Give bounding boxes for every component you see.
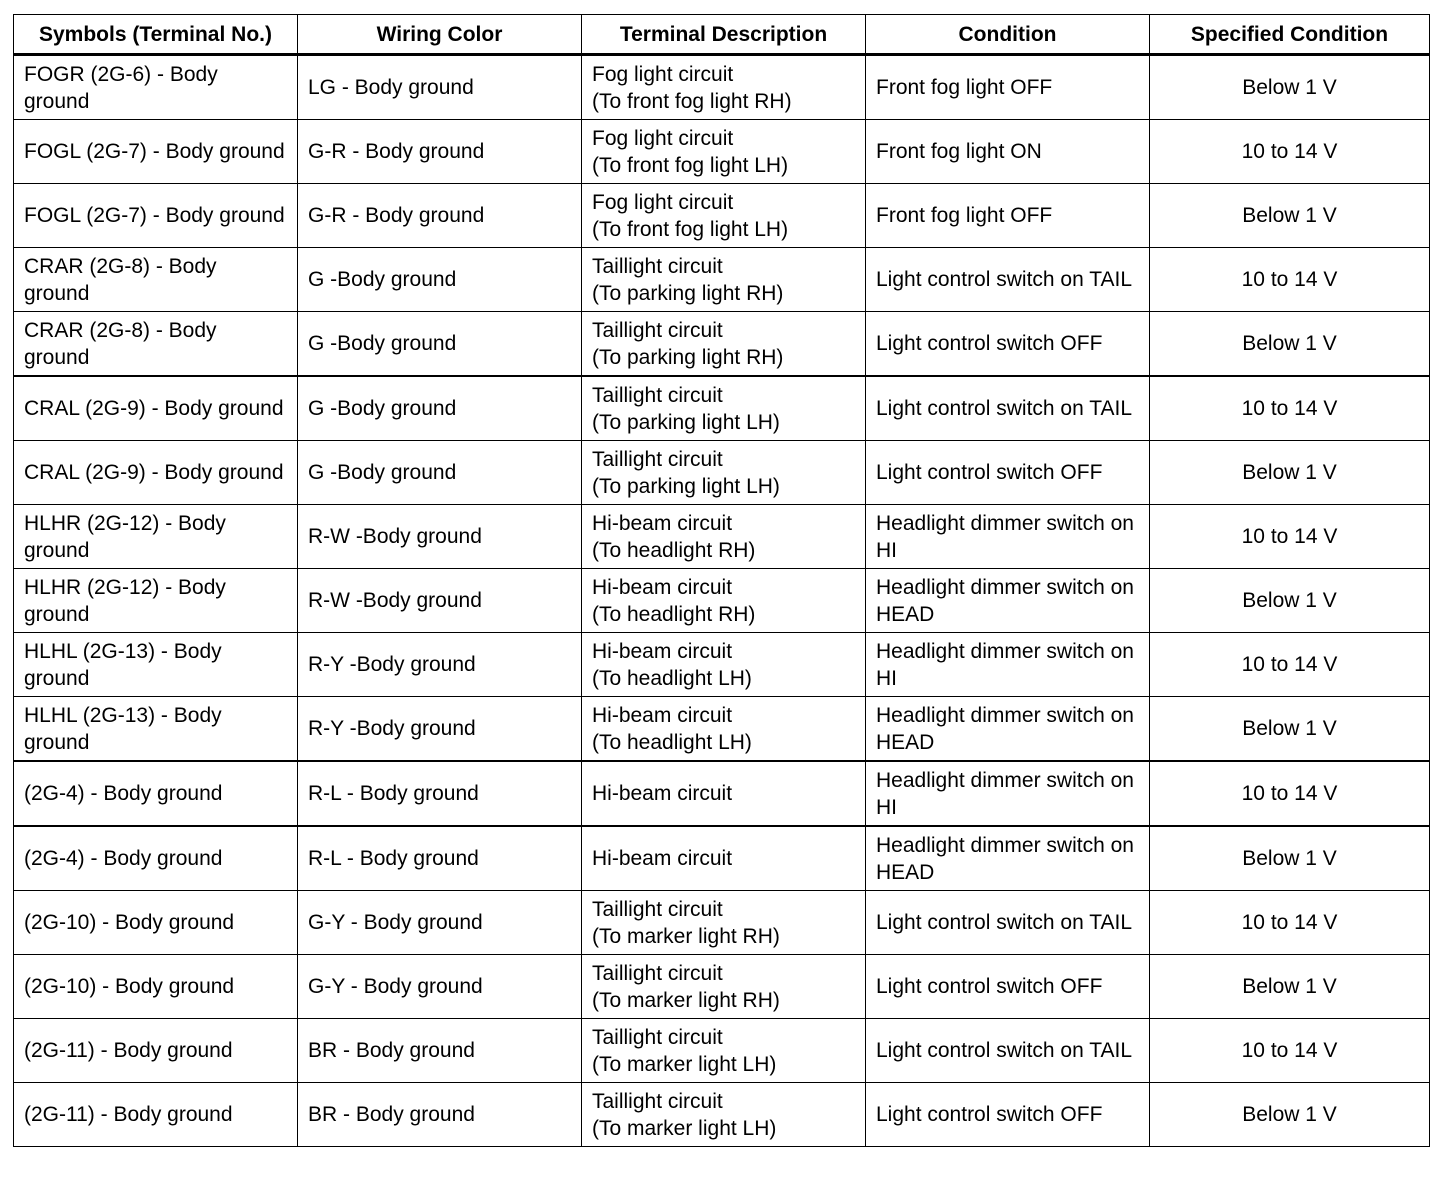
header-condition: Condition — [866, 15, 1150, 55]
table-row — [14, 697, 1430, 762]
description-line: Hi-beam circuit — [592, 847, 733, 870]
description-line: Hi-beam circuit — [592, 703, 733, 727]
spec-cell: Below 1 V — [1150, 569, 1430, 633]
symbol-cell: FOGL (2G-7) - Body ground — [14, 120, 298, 184]
description-line: Hi-beam circuit — [592, 639, 733, 663]
description-line: Hi-beam circuit — [592, 511, 733, 535]
description-line: Hi-beam circuit — [592, 782, 733, 805]
condition-cell: Front fog light OFF — [866, 184, 1150, 248]
wiring-cell: G -Body ground — [298, 376, 582, 441]
symbol-cell: (2G-10) - Body ground — [14, 955, 298, 1019]
table-row — [14, 955, 1430, 1019]
wiring-cell: R-L - Body ground — [298, 826, 582, 891]
description-line: (To marker light RH) — [592, 988, 780, 1012]
condition-cell: Light control switch on TAIL — [866, 1019, 1150, 1083]
description-cell — [582, 891, 866, 955]
symbol-cell: HLHL (2G-13) - Body ground — [14, 633, 298, 697]
table-row — [14, 569, 1430, 633]
condition-cell: Front fog light ON — [866, 120, 1150, 184]
spec-cell: Below 1 V — [1150, 955, 1430, 1019]
wiring-cell: BR - Body ground — [298, 1019, 582, 1083]
wiring-cell: R-W -Body ground — [298, 505, 582, 569]
wiring-cell: R-Y -Body ground — [298, 633, 582, 697]
description-line: (To marker light LH) — [592, 1116, 777, 1140]
description-cell — [582, 120, 866, 184]
condition-cell: Light control switch OFF — [866, 955, 1150, 1019]
description-line: Fog light circuit — [592, 190, 734, 214]
condition-cell: Light control switch OFF — [866, 1083, 1150, 1147]
symbol-cell: (2G-11) - Body ground — [14, 1083, 298, 1147]
description-line: Taillight circuit — [592, 447, 723, 471]
description-line: (To front fog light LH) — [592, 153, 789, 177]
condition-cell: Headlight dimmer switch on HEAD — [866, 569, 1150, 633]
spec-cell: 10 to 14 V — [1150, 120, 1430, 184]
symbol-cell: CRAR (2G-8) - Body ground — [14, 248, 298, 312]
table-row — [14, 248, 1430, 312]
wiring-cell: G -Body ground — [298, 248, 582, 312]
description-cell — [582, 1083, 866, 1147]
symbol-cell: (2G-11) - Body ground — [14, 1019, 298, 1083]
symbol-cell: (2G-4) - Body ground — [14, 761, 298, 826]
header-specified-condition: Specified Condition — [1150, 15, 1430, 55]
description-line: Taillight circuit — [592, 1089, 723, 1113]
condition-cell: Front fog light OFF — [866, 55, 1150, 120]
wiring-cell: R-Y -Body ground — [298, 697, 582, 762]
description-line: (To parking light LH) — [592, 410, 780, 434]
symbol-cell: FOGL (2G-7) - Body ground — [14, 184, 298, 248]
table-row — [14, 891, 1430, 955]
condition-cell: Light control switch on TAIL — [866, 248, 1150, 312]
spec-cell: Below 1 V — [1150, 55, 1430, 120]
table-row — [14, 312, 1430, 377]
symbol-cell: CRAL (2G-9) - Body ground — [14, 441, 298, 505]
condition-cell: Headlight dimmer switch on HEAD — [866, 826, 1150, 891]
table-row — [14, 376, 1430, 441]
symbol-cell: HLHR (2G-12) - Body ground — [14, 505, 298, 569]
table-row — [14, 441, 1430, 505]
description-line: Hi-beam circuit — [592, 575, 733, 599]
description-cell — [582, 248, 866, 312]
wiring-cell: R-W -Body ground — [298, 569, 582, 633]
description-cell — [582, 441, 866, 505]
description-line: (To headlight RH) — [592, 538, 756, 562]
description-line: (To front fog light LH) — [592, 217, 789, 241]
terminal-spec-sheet — [13, 14, 1429, 1147]
condition-cell: Light control switch OFF — [866, 312, 1150, 377]
description-line: (To parking light RH) — [592, 345, 784, 369]
description-line: (To marker light LH) — [592, 1052, 777, 1076]
description-line: (To parking light LH) — [592, 474, 780, 498]
description-line: (To marker light RH) — [592, 924, 780, 948]
symbol-cell: CRAR (2G-8) - Body ground — [14, 312, 298, 377]
wiring-cell: G-R - Body ground — [298, 184, 582, 248]
wiring-cell: G -Body ground — [298, 312, 582, 377]
table-row — [14, 1019, 1430, 1083]
table-row — [14, 761, 1430, 826]
description-line: Fog light circuit — [592, 62, 734, 86]
spec-cell: 10 to 14 V — [1150, 1019, 1430, 1083]
spec-cell: Below 1 V — [1150, 441, 1430, 505]
spec-cell: 10 to 14 V — [1150, 761, 1430, 826]
condition-cell: Headlight dimmer switch on HI — [866, 505, 1150, 569]
wiring-cell: G-Y - Body ground — [298, 891, 582, 955]
symbol-cell: (2G-4) - Body ground — [14, 826, 298, 891]
description-line: (To front fog light RH) — [592, 89, 792, 113]
wiring-cell: LG - Body ground — [298, 55, 582, 120]
header-terminal-description: Terminal Description — [582, 15, 866, 55]
description-line: (To headlight RH) — [592, 602, 756, 626]
wiring-cell: R-L - Body ground — [298, 761, 582, 826]
description-line: Fog light circuit — [592, 126, 734, 150]
description-cell — [582, 569, 866, 633]
wiring-cell: BR - Body ground — [298, 1083, 582, 1147]
description-cell — [582, 376, 866, 441]
description-cell — [582, 955, 866, 1019]
symbol-cell: HLHR (2G-12) - Body ground — [14, 569, 298, 633]
description-cell — [582, 312, 866, 377]
description-line: (To headlight LH) — [592, 666, 752, 690]
header-symbols: Symbols (Terminal No.) — [14, 15, 298, 55]
description-line: Taillight circuit — [592, 383, 723, 407]
description-line: Taillight circuit — [592, 254, 723, 278]
description-line: (To headlight LH) — [592, 730, 752, 754]
symbol-cell: HLHL (2G-13) - Body ground — [14, 697, 298, 762]
table-row — [14, 826, 1430, 891]
condition-cell: Headlight dimmer switch on HI — [866, 633, 1150, 697]
description-cell — [582, 697, 866, 762]
description-line: Taillight circuit — [592, 961, 723, 985]
table-row — [14, 633, 1430, 697]
spec-cell: 10 to 14 V — [1150, 248, 1430, 312]
spec-cell: Below 1 V — [1150, 1083, 1430, 1147]
table-row — [14, 1083, 1430, 1147]
spec-cell: Below 1 V — [1150, 826, 1430, 891]
table-header-row — [14, 15, 1430, 55]
description-line: (To parking light RH) — [592, 281, 784, 305]
spec-cell: Below 1 V — [1150, 184, 1430, 248]
condition-cell: Headlight dimmer switch on HEAD — [866, 697, 1150, 762]
description-cell — [582, 184, 866, 248]
spec-cell: Below 1 V — [1150, 697, 1430, 762]
condition-cell: Light control switch on TAIL — [866, 376, 1150, 441]
wiring-cell: G-R - Body ground — [298, 120, 582, 184]
description-cell — [582, 55, 866, 120]
header-wiring-color: Wiring Color — [298, 15, 582, 55]
symbol-cell: (2G-10) - Body ground — [14, 891, 298, 955]
symbol-cell: FOGR (2G-6) - Body ground — [14, 55, 298, 120]
description-line: Taillight circuit — [592, 897, 723, 921]
wiring-cell: G -Body ground — [298, 441, 582, 505]
spec-cell: Below 1 V — [1150, 312, 1430, 377]
table-row — [14, 120, 1430, 184]
description-cell — [582, 505, 866, 569]
description-cell — [582, 1019, 866, 1083]
spec-cell: 10 to 14 V — [1150, 376, 1430, 441]
condition-cell: Light control switch on TAIL — [866, 891, 1150, 955]
description-line: Taillight circuit — [592, 1025, 723, 1049]
condition-cell: Headlight dimmer switch on HI — [866, 761, 1150, 826]
table-row — [14, 55, 1430, 120]
table-row — [14, 505, 1430, 569]
spec-cell: 10 to 14 V — [1150, 505, 1430, 569]
description-cell — [582, 761, 866, 826]
description-cell — [582, 826, 866, 891]
table-row — [14, 184, 1430, 248]
wiring-cell: G-Y - Body ground — [298, 955, 582, 1019]
symbol-cell: CRAL (2G-9) - Body ground — [14, 376, 298, 441]
description-line: Taillight circuit — [592, 318, 723, 342]
description-cell — [582, 633, 866, 697]
terminal-spec-table — [13, 14, 1430, 1147]
spec-cell: 10 to 14 V — [1150, 891, 1430, 955]
condition-cell: Light control switch OFF — [866, 441, 1150, 505]
spec-cell: 10 to 14 V — [1150, 633, 1430, 697]
